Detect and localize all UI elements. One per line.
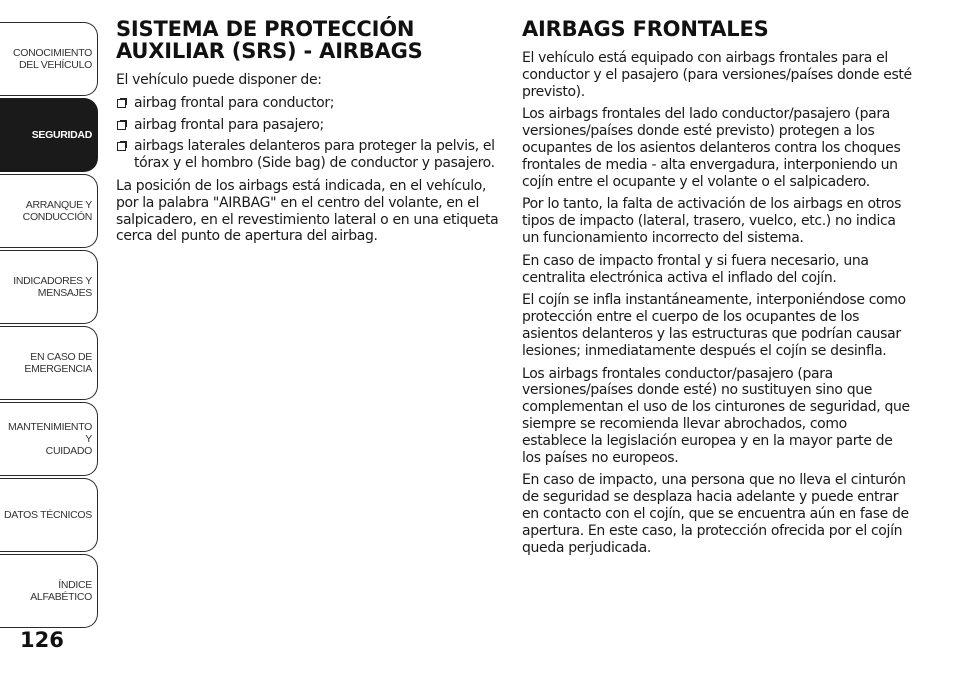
tab-arranque-y-conduccion[interactable]: ARRANQUE Y CONDUCCIÓN (0, 174, 98, 248)
list-item-text: airbag frontal para conductor; (134, 94, 335, 111)
list-item-text: airbag frontal para pasajero; (134, 116, 324, 133)
body-paragraph: El vehículo está equipado con airbags frontales para el conductor y el pasajero (para versiones/países donde esté previsto). (522, 50, 912, 100)
tab-indice-alfabetico[interactable]: ÍNDICE ALFABÉTICO (0, 554, 98, 628)
body-paragraph: Los airbags frontales conductor/pasajero (para versiones/países donde esté) no sustituyen sino que complementan el uso de los cinturones de seguridad, que siempre se recomienda llevar abrochados, como establece la legislación europea y en la mayor parte de los países no europeos. (522, 365, 910, 466)
tab-mantenimiento-y-cuidado[interactable]: MANTENIMIENTO Y CUIDADO (0, 402, 98, 476)
body-paragraph: Por lo tanto, la falta de activación de los airbags en otros tipos de impacto (lateral, trasero, vuelco, etc.) no indica un funcionamiento incorrecto del sistema. (522, 196, 902, 246)
body-paragraph: Los airbags frontales del lado conductor/pasajero (para versiones/países donde esté previsto) protegen a los ocupantes de los asientos delanteros contra los choques frontales de media - alta envergadura, interponiendo un cojín entre el ocupante y el volante o el salpicadero. (522, 106, 901, 190)
section-title-srs: SISTEMA DE PROTECCIÓN AUXILIAR (SRS) - AIRBAGS (116, 17, 423, 63)
tab-seguridad[interactable]: SEGURIDAD (0, 98, 98, 172)
tab-conocimiento-del-vehiculo[interactable]: CONOCIMIENTO DEL VEHÍCULO (0, 22, 98, 96)
intro-paragraph: El vehículo puede disponer de: (116, 72, 322, 88)
list-item-text: airbags laterales delanteros para proteger la pelvis, el tórax y el hombro (Side bag) de conductor y pasajero. (134, 138, 495, 172)
checkbox-bullet-icon (117, 121, 126, 130)
body-paragraph: En caso de impacto, una persona que no lleva el cinturón de seguridad se desplaza hacia adelante y puede entrar en contacto con el cojín, que se encuentra aún en fase de apertura. En este caso, la protección ofrecida por el cojín queda perjudicada. (522, 472, 909, 556)
tab-datos-tecnicos[interactable]: DATOS TÉCNICOS (0, 478, 98, 552)
srs-airbags-section (116, 18, 502, 251)
section-title-frontal-airbags: AIRBAGS FRONTALES (522, 17, 769, 41)
chapter-tab-sidebar (0, 0, 100, 678)
tab-en-caso-de-emergencia[interactable]: EN CASO DE EMERGENCIA (0, 326, 98, 400)
airbag-location-paragraph: La posición de los airbags está indicada, en el vehículo, por la palabra "AIRBAG" en el centro del volante, en el salpicadero, en el revestimiento lateral o en una etiqueta cerca del punto de apertura del airbag. (116, 177, 499, 245)
checkbox-bullet-icon (117, 99, 126, 108)
tab-indicadores-y-mensajes[interactable]: INDICADORES Y MENSAJES (0, 250, 98, 324)
body-paragraph: En caso de impacto frontal y si fuera necesario, una centralita electrónica activa el inflado del cojín. (522, 252, 869, 286)
list-item (116, 138, 502, 172)
checkbox-bullet-icon (117, 142, 126, 151)
body-paragraph: El cojín se infla instantáneamente, interponiéndose como protección entre el cuerpo de los ocupantes de los asientos delanteros y las estructuras que podrían causar lesiones; inmediatamente después el cojín se desinfla. (522, 292, 906, 359)
list-item (116, 117, 502, 134)
frontal-airbags-section (522, 18, 914, 562)
airbag-list (116, 95, 502, 172)
list-item (116, 95, 502, 112)
page-number: 126 (20, 628, 64, 652)
